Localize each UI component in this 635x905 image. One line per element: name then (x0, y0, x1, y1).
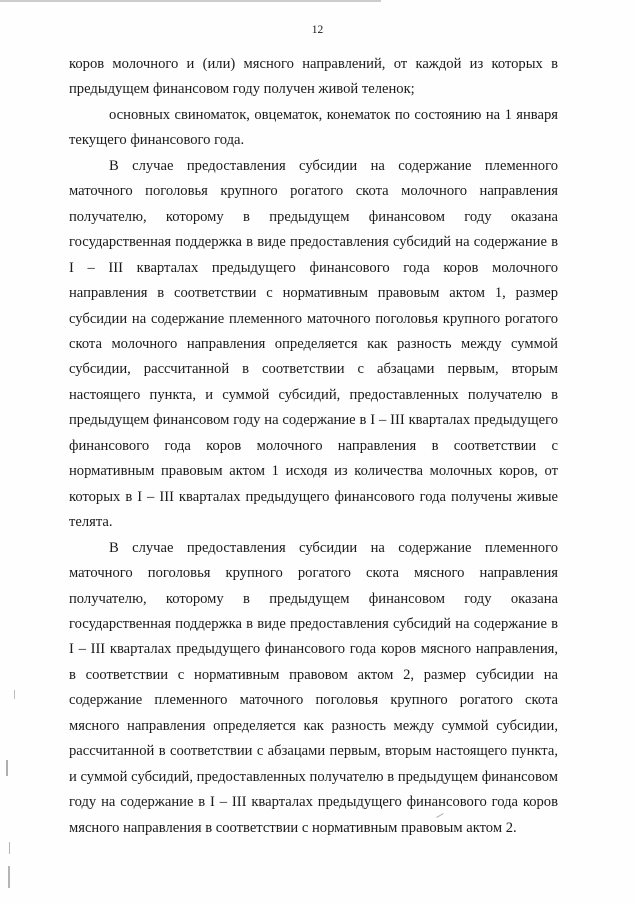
page-number: 12 (311, 24, 324, 36)
document-body (69, 52, 558, 841)
paragraph-dairy-subsidy: В случае предоставления субсидии на содержание племенного маточного поголовья крупного рогатого скота молочного направления получателю, которому в предыдущем финансовом году оказана государственная поддержка в виде предоставления субсидий на содержание в I – III кварталах предыдущего финансового года коров молочного направления в соответствии с нормативным правовым актом 1, размер субсидии на содержание племенного маточного поголовья крупного рогатого скота молочного направления определяется как разность между суммой субсидии, рассчитанной в соответствии с абзацами первым, вторым настоящего пункта, и суммой субсидий, предоставленных получателю в предыдущем финансовом году на содержание в I – III кварталах предыдущего финансового года коров молочного направления в соответствии с нормативным правовым актом 1 исходя из количества молочных коров, от которых в I – III кварталах предыдущего финансового года получены живые телята. (69, 157, 558, 531)
paragraph-list-item-1: коров молочного и (или) мясного направлений, от каждой из которых в предыдущем финансовом году получен живой теленок; (69, 56, 558, 98)
paragraph-list-item-2: основных свиноматок, овцематок, конематок по состоянию на 1 января текущего финансового года. (69, 106, 558, 149)
scan-artifact (14, 690, 15, 699)
scan-artifact (9, 842, 10, 854)
scan-top-edge (0, 0, 635, 2)
scan-artifact (6, 760, 8, 776)
scan-artifact (8, 866, 10, 888)
paragraph-beef-subsidy: В случае предоставления субсидии на содержание племенного маточного поголовья крупного рогатого скота мясного направления получателю, которому в предыдущем финансовом году оказана государственная поддержка в виде предоставления субсидий на содержание в I – III кварталах предыдущего финансового года коров мясного направления, в соответствии с нормативным правовом актом 2, размер субсидии на содержание племенного маточного поголовья крупного рогатого скота мясного направления определяется как разность между суммой субсидии, рассчитанной в соответствии с абзацами первым, вторым настоящего пункта, и суммой субсидий, предоставленных получателю в предыдущем финансовом году на содержание в I – III кварталах предыдущего финансового года коров мясного направления в соответствии с нормативным правовым актом 2. (69, 539, 558, 836)
